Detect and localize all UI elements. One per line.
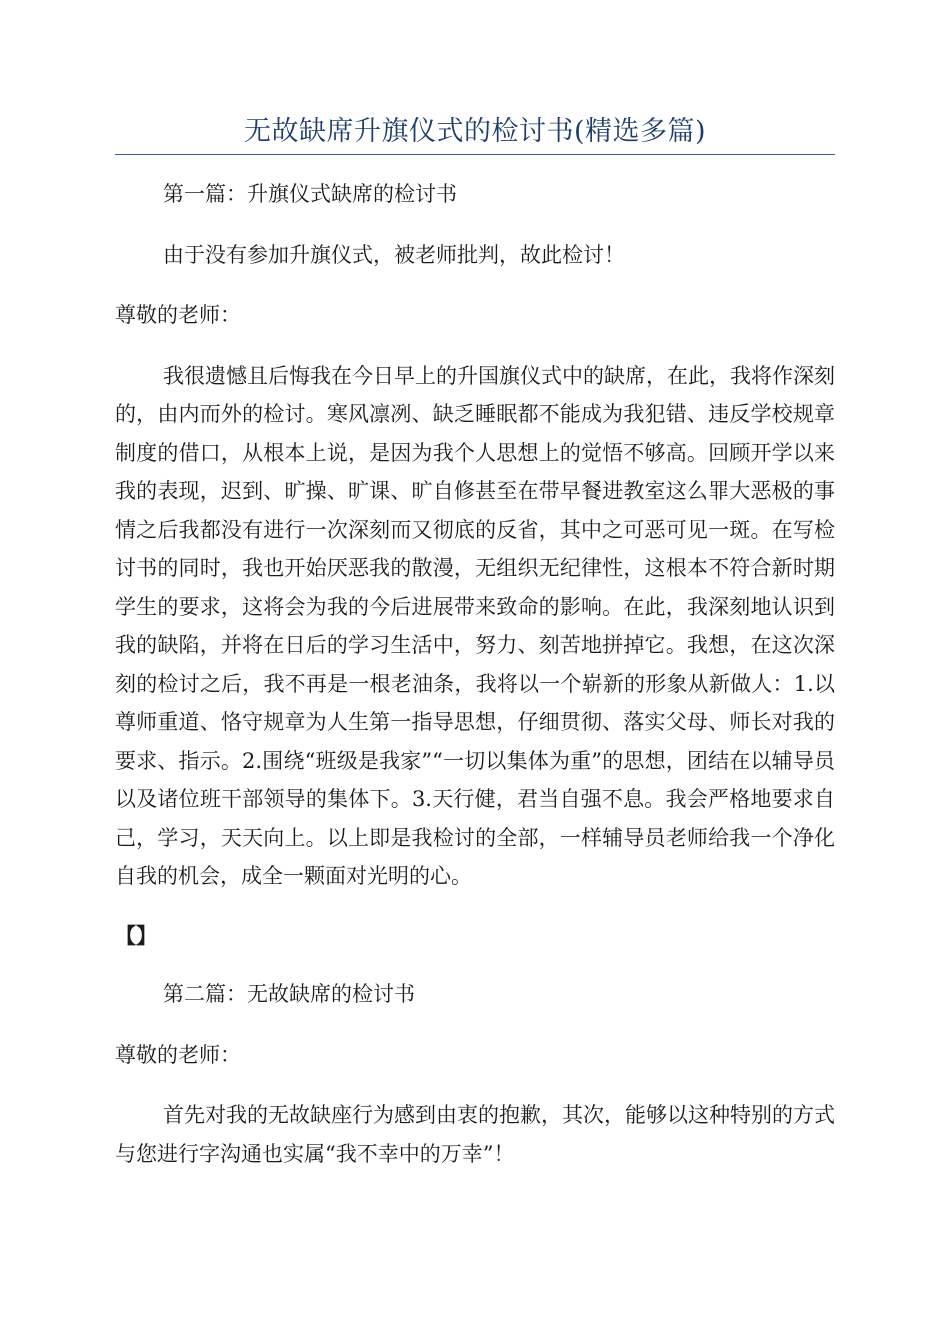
section2-heading: 第二篇：无故缺席的检讨书 (163, 982, 415, 1006)
section1-body-paragraph: 我很遗憾且后悔我在今日早上的升国旗仪式中的缺席，在此，我将作深刻的，由内而外的检讨。寒风凛冽、缺乏睡眠都不能成为我犯错、违反学校规章制度的借口，从根本上说，是因为我个人思想上的觉悟不够高。回顾开学以来我的表现，迟到、旷操、旷课、旷自修甚至在带早餐进教室这么罪大恶极的事情之后我都没有进行一次深刻而又彻底的反省，其中之可恶可见一斑。在写检讨书的同时，我也开始厌恶我的散漫，无组织无纪律性，这根本不符合新时期学生的要求，这将会为我的今后进展带来致命的影响。在此，我深刻地认识到我的缺陷，并将在日后的学习生活中，努力、刻苦地拼掉它。我想，在这次深刻的检讨之后，我不再是一根老油条，我将以一个崭新的形象从新做人：1.以尊师重道、恪守规章为人生第一指导思想，仔细贯彻、落实父母、师长对我的要求、指示。2.围绕“班级是我家”“一切以集体为重”的思想，团结在以辅导员以及诸位班干部领导的集体下。3.天行健，君当自强不息。我会严格地要求自己，学习，天天向上。以上即是我检讨的全部，一样辅导员老师给我一个净化自我的机会，成全一颗面对光明的心。 (115, 363, 835, 888)
section1-heading: 第一篇：升旗仪式缺席的检讨书 (163, 182, 457, 206)
section2-salutation: 尊敬的老师： (115, 1042, 241, 1067)
section2-body-paragraph: 首先对我的无故缺座行为感到由衷的抱歉，其次，能够以这种特别的方式与您进行字沟通也实属“我不幸中的万幸”！ (115, 1103, 835, 1166)
document-body (115, 175, 835, 1173)
document-title: 无故缺席升旗仪式的检讨书(精选多篇) (243, 116, 707, 147)
section1-intro: 由于没有参加升旗仪式，被老师批判，故此检讨！ (163, 242, 625, 267)
section1-salutation: 尊敬的老师： (115, 303, 241, 327)
title-underline (115, 154, 835, 155)
section-separator: 【】 (115, 922, 157, 948)
